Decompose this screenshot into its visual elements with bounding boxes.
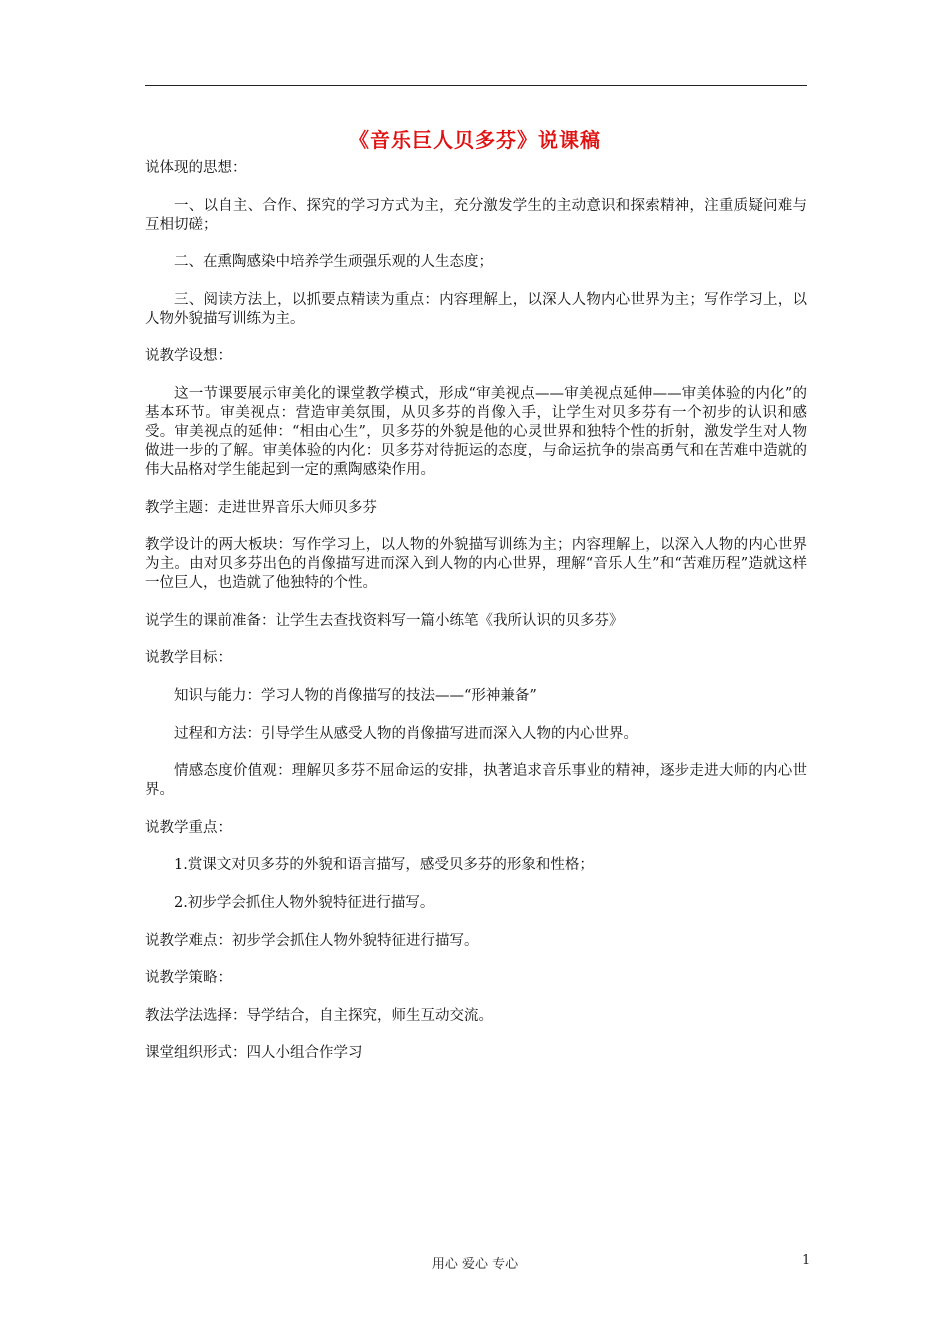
paragraph: 情感态度价值观：理解贝多芬不屈命运的安排，执著追求音乐事业的精神，逐步走进大师的内心世界。: [145, 763, 807, 799]
paragraph: 教法学法选择：导学结合，自主探究，师生互动交流。: [145, 1007, 493, 1024]
paragraph: 知识与能力：学习人物的肖像描写的技法——“形神兼备”: [174, 687, 537, 704]
paragraph: 过程和方法：引导学生从感受人物的肖像描写进而深入人物的内心世界。: [174, 725, 638, 742]
paragraph: 二、在熏陶感染中培养学生顽强乐观的人生态度；: [174, 254, 493, 271]
paragraph: 教学设计的两大板块：写作学习上，以人物的外貌描写训练为主；内容理解上，以深入人物的内心世界为主。由对贝多芬出色的肖像描写进而深入到人物的内心世界，理解“音乐人生”和“苦难历程”造就这样一位巨人，也造就了他独特的个性。: [145, 537, 807, 592]
paragraph: 说教学难点：初步学会抓住人物外貌特征进行描写。: [145, 932, 479, 949]
document-body: [145, 159, 807, 1082]
footer-motto: 用心 爱心 专心: [431, 1257, 519, 1272]
paragraph: 2.初步学会抓住人物外貌特征进行描写。: [174, 894, 435, 911]
header-rule: [145, 85, 807, 86]
paragraph: 一、以自主、合作、探究的学习方式为主，充分激发学生的主动意识和探索精神，注重质疑问难与互相切磋；: [145, 197, 807, 233]
paragraph: 1.赏课文对贝多芬的外貌和语言描写，感受贝多芬的形象和性格；: [174, 857, 594, 874]
document-title: 《音乐巨人贝多芬》说课稿: [349, 128, 601, 152]
paragraph: 说教学重点：: [145, 819, 232, 836]
paragraph: 这一节课要展示审美化的课堂教学模式，形成“审美视点——审美视点延伸——审美体验的内化”的基本环节。审美视点：营造审美氛围，从贝多芬的肖像入手，让学生对贝多芬有一个初步的认识和感受。审美视点的延伸：“相由心生”，贝多芬的外貌是他的心灵世界和独特个性的折射，激发学生对人物做进一步的了解。审美体验的内化：贝多芬对待扼运的态度，与命运抗争的崇高勇气和在苦难中造就的伟大品格对学生能起到一定的熏陶感染作用。: [145, 385, 807, 478]
paragraph: 教学主题：走进世界音乐大师贝多芬: [145, 499, 377, 516]
paragraph: 说教学策略：: [145, 970, 232, 987]
paragraph: 说学生的课前准备：让学生去查找资料写一篇小练笔《我所认识的贝多芬》: [145, 612, 624, 629]
page-number: 1: [802, 1253, 811, 1268]
paragraph: 课堂组织形式：四人小组合作学习: [145, 1045, 363, 1062]
paragraph: 说教学目标：: [145, 650, 232, 667]
paragraph: 说体现的思想：: [145, 160, 247, 176]
paragraph: 三、阅读方法上，以抓要点精读为重点：内容理解上，以深人人物内心世界为主；写作学习上，以人物外貌描写训练为主。: [145, 291, 807, 327]
paragraph: 说教学设想：: [145, 348, 232, 365]
